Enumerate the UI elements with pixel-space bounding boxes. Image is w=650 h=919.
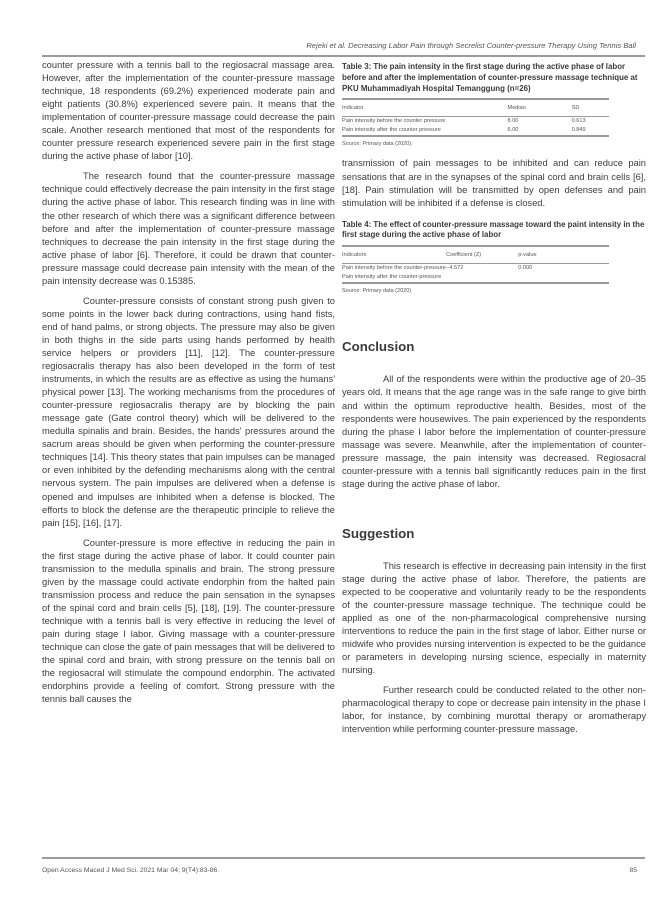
- table-row: [342, 264, 609, 273]
- column-header: Median: [508, 99, 572, 117]
- table-cell: −4.572: [446, 265, 464, 272]
- table-cell: 0.613: [571, 118, 586, 125]
- column-header: Indicators: [342, 246, 446, 264]
- suggestion-heading: Suggestion: [342, 525, 415, 541]
- table-row: [342, 117, 609, 126]
- table3: [342, 98, 609, 137]
- body-paragraph: counter pressure with a tennis ball to the regiosacral massage area. However, after the implementation of the counter-pressure massage technique, 18 respondents (69.2%) experienced moderate pain and eight patients (30.8%) experienced severe pain. It means that the implementation of counter-pressure massage could decrease the pain scale. Another research mentioned that most of the respondents for counter pressure research experienced severe pain in the first stage during the active phase of labor [10].: [42, 60, 335, 162]
- column-header: p-value: [518, 246, 609, 264]
- table-row: [342, 273, 609, 284]
- left-column: [42, 59, 335, 713]
- body-paragraph: The research found that the counter-pressure massage technique could effectively decrease the pain intensity in the first stage during the active phase of labor. This research finding was in line with the other research of which there was a significant difference between before and after the implementation of counter-pressure massage techniques to decrease the pain intensity in the first stage during the active phase of labor [6]. Therefore, it could be drawn that counter-pressure massage could decrease pain intensity with the mean of the pain intensity decrease was 0.15385.: [42, 171, 335, 286]
- table-cell: 0.849: [572, 126, 609, 137]
- table-cell: Pain intensity before the counter-pressure: [342, 265, 446, 272]
- suggestion-paragraph: Further research could be conducted related to the other non-pharmacological therapy to cope or decrease pain intensity in the phase I labor, for instance, by combining murottal therapy or aromatherapy intervention while performing counter-pressure massage.: [342, 685, 646, 735]
- right-column: [342, 57, 646, 743]
- table-header-row: [342, 99, 609, 117]
- table-cell: [446, 273, 518, 284]
- table3-source: Source: Primary data (2020).: [342, 141, 413, 148]
- body-paragraph: transmission of pain messages to be inhibited and can reduce pain sensations that are in the synapses of the spinal cord and brain cells [6], [18]. Pain stimulation will be transmitted by open defenses and pain stimulation will be inhibited if a defense is closed.: [342, 158, 646, 208]
- footer-citation: Open Access Maced J Med Sci. 2021 Mar 04; 9(T4):83-86.: [42, 867, 220, 874]
- table-cell: 0.000: [518, 265, 533, 272]
- table4-caption: Table 4: The effect of counter-pressure massage toward the paint intensity in the first stage during the active phase of labor: [342, 219, 645, 240]
- table4: [342, 245, 609, 284]
- table-cell: Pain intensity before the counter pressure: [342, 118, 446, 125]
- table-cell: Pain intensity after the counter-pressure: [342, 273, 446, 284]
- conclusion-heading: Conclusion: [342, 339, 415, 355]
- table3-caption: Table 3: The pain intensity in the first stage during the active phase of labor before and after the implementation of counter-pressure massage technique at PKU Muhammadiyah Hospital Temanggung (n=26): [342, 62, 638, 93]
- body-paragraph: Counter-pressure is more effective in reducing the pain in the first stage during the active phase of labor. It could counter pain transmission to the medulla spinalis and brain. The strong pressure given by the massage could activate endorphin from the halted pain transmission process and reduce the pain sensation in the synapses of the spinal cord and brain cells [5], [18], [19]. The counter-pressure technique with a tennis ball is very effective in reducing the level of pain during stage I labor. Giving massage with a counter-pressure technique can close the gate of pain messages that will be delivered to the spinal cord and brain, with strong pressure on the tennis ball on the regiosacral will stimulate the compound endorphin. The activated endorphins provide a feeling of comfort. Strong pressure with the tennis ball causes the: [42, 537, 335, 705]
- body-paragraph: Counter-pressure consists of constant strong push given to some points in the lower back during contractions, using hand fists, end of hand palms, or strong objects. The pressure may also be given in both thighs in the side parts using hands performed by health service helpers or providers [11], [12]. The counter-pressure regiosacralis therapy has also been developed in the form of test instruments, in which the results are as effective as using the humans' physical power [13]. The working mechanisms from the procedures of counter-pressure regiosacralis therapy are by blocking the pain message gate (Gate control theory) which will be delivered to the medulla spinalis and brain. Besides, the hands' pressures around the sacrum areas should be given when performing the counter-pressure techniques [14]. This theory states that pain impulses can be managed or even inhibited by the defending mechanisms along with the central nervous system. The pain impulses are delivered when a defense is opened and impulses are inhibited when a defense is blocked. The efforts to block the defense are the therapeutic principle to relieve the pain [15], [16], [17].: [42, 295, 335, 528]
- footer-rule: [42, 857, 645, 859]
- table4-source: Source: Primary data (2020): [342, 288, 412, 295]
- table-cell: [518, 273, 609, 284]
- table-cell: Pain intensity after the counter pressure: [342, 126, 508, 137]
- table-cell: 8.00: [507, 118, 519, 125]
- column-header: Indicator: [342, 99, 508, 117]
- table-header-row: [342, 246, 609, 264]
- table-cell: 6.00: [508, 126, 572, 137]
- page-number: 85: [629, 867, 637, 874]
- column-header: Coefficient (Z): [446, 246, 518, 264]
- running-header: Rejeki et al. Decreasing Labor Pain through Secrelist Counter-pressure Therapy Using Tennis Ball: [306, 41, 636, 50]
- suggestion-paragraph: This research is effective in decreasing pain intensity in the first stage during the active phase of labor. Therefore, the patients are expected to be cooperative and voluntarily ready to be the respondents of the counter-pressure massage technique. The technique could be applied as one of the non-pharmacological comprehensive nursing interventions to reduce the pain in the first stage of labor. Either nurse or midwife who provides nursing intervention is expected to be the guidance or parameters in developing nursing science, especially in maternity nursing.: [342, 560, 646, 676]
- table-row: [342, 126, 609, 137]
- column-header: SD: [572, 99, 609, 117]
- conclusion-paragraph: All of the respondents were within the productive age of 20–35 years old. It means that the age range was in the safe range to give birth and within the optimum reproductive health. Besides, most of the respondents were housewives. The pain experienced by the respondents during the phase I labor before the implementation of counter-pressure massage was severe. Meanwhile, after the implementation of counter-pressure massage, the pain intensity was decreased. Regiosacral counter-pressure with a tennis ball significantly reduces pain in the first stage during the active phase of labor.: [342, 374, 646, 489]
